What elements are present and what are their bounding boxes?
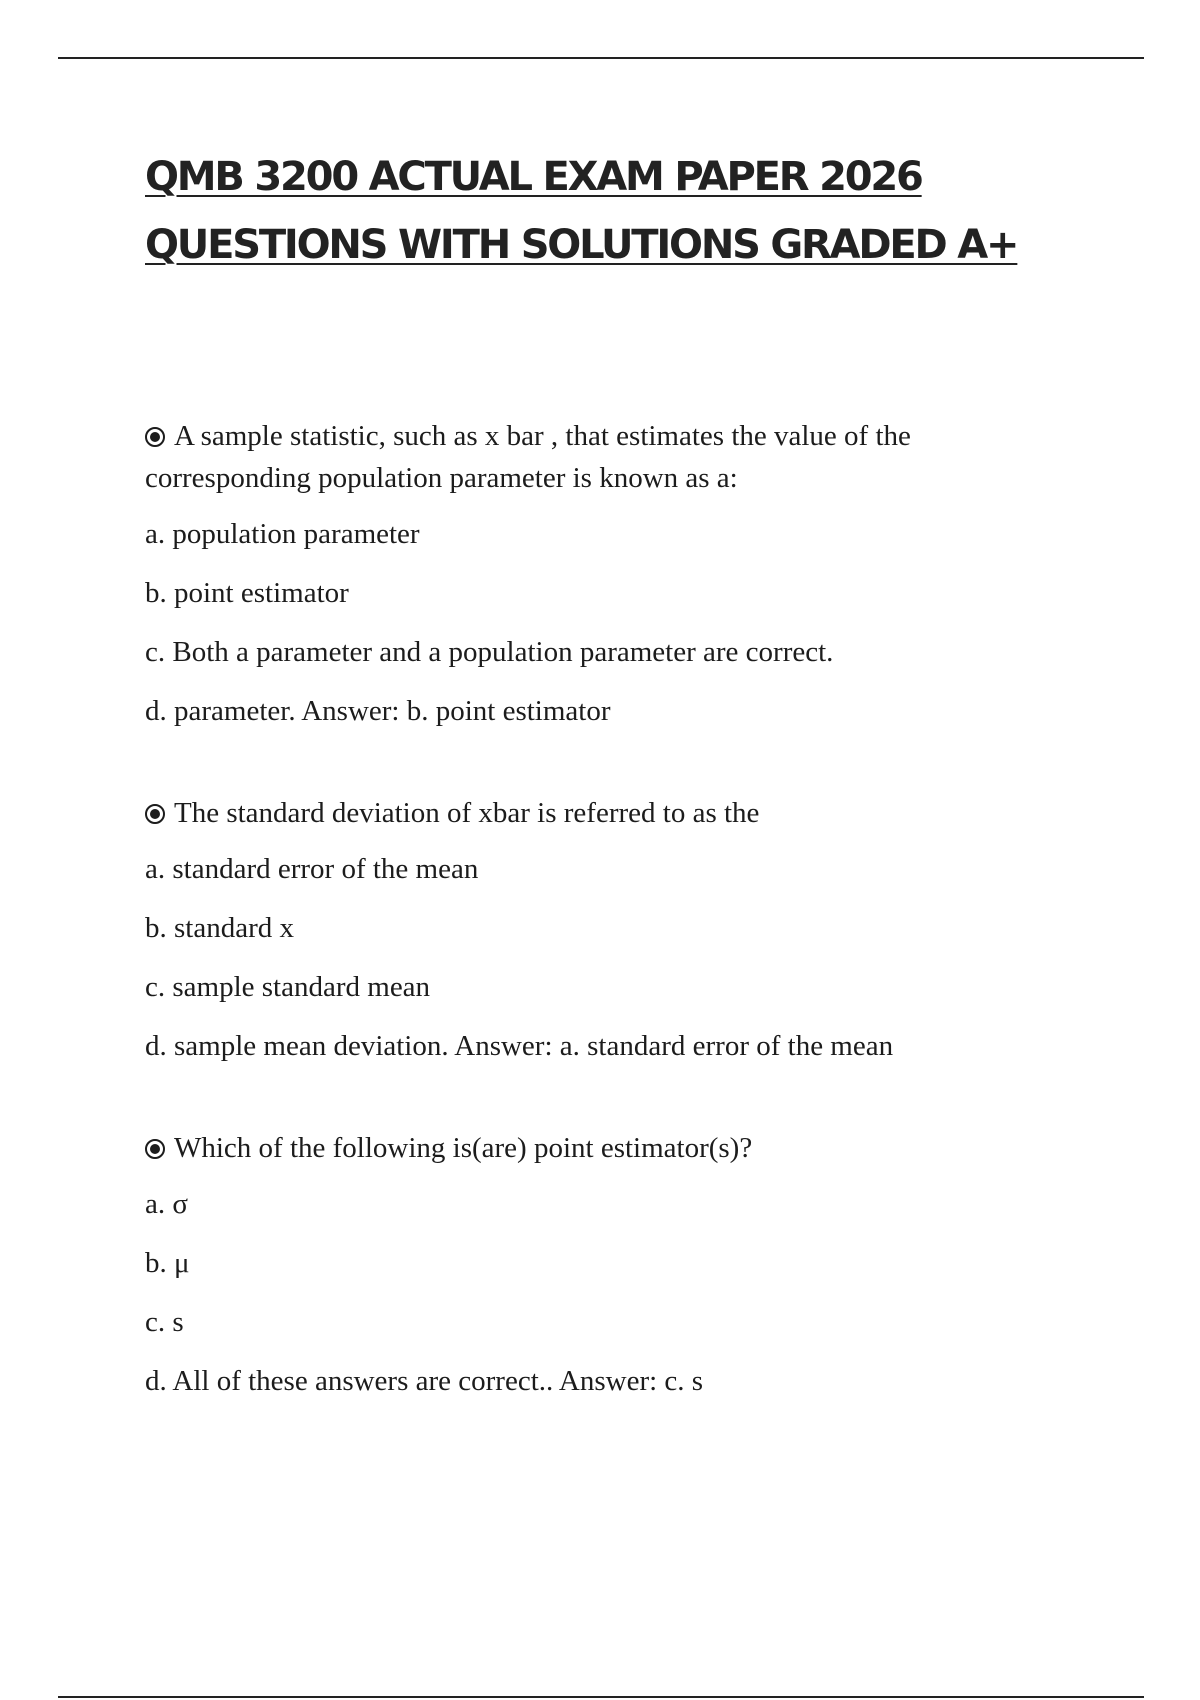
answer-option: d. sample mean deviation. Answer: a. standard error of the mean (145, 1030, 894, 1062)
answer-option: c. s (145, 1306, 184, 1338)
radio-bullet-icon (145, 427, 165, 447)
title-line: QMB 3200 ACTUAL EXAM PAPER 2026 (145, 154, 922, 200)
page-title (145, 143, 1105, 279)
answer-option: b. point estimator (145, 577, 349, 609)
top-divider (58, 57, 1144, 59)
question-list (145, 415, 1045, 1462)
question-stem: Which of the following is(are) point estimator(s)? (145, 1127, 1045, 1169)
question-stem: The standard deviation of xbar is referred to as the (145, 792, 1045, 834)
answer-option: a. standard error of the mean (145, 853, 479, 885)
title-line: QUESTIONS WITH SOLUTIONS GRADED A+ (145, 222, 1018, 268)
radio-bullet-icon (145, 804, 165, 824)
answer-option: c. Both a parameter and a population parameter are correct. (145, 636, 834, 668)
answer-option: d. parameter. Answer: b. point estimator (145, 695, 611, 727)
question-1 (145, 415, 1045, 732)
question-3 (145, 1127, 1045, 1402)
bottom-divider (58, 1696, 1144, 1698)
question-stem: A sample statistic, such as x bar , that estimates the value of the corresponding population parameter is known as a: (145, 420, 911, 494)
answer-option: a. population parameter (145, 518, 420, 550)
answer-option: a. σ (145, 1188, 189, 1220)
answer-option: b. μ (145, 1247, 190, 1279)
answer-option: b. standard x (145, 912, 294, 944)
answer-option: d. All of these answers are correct.. Answer: c. s (145, 1365, 704, 1397)
answer-option: c. sample standard mean (145, 971, 431, 1003)
question-2 (145, 792, 1045, 1067)
radio-bullet-icon (145, 1139, 165, 1159)
